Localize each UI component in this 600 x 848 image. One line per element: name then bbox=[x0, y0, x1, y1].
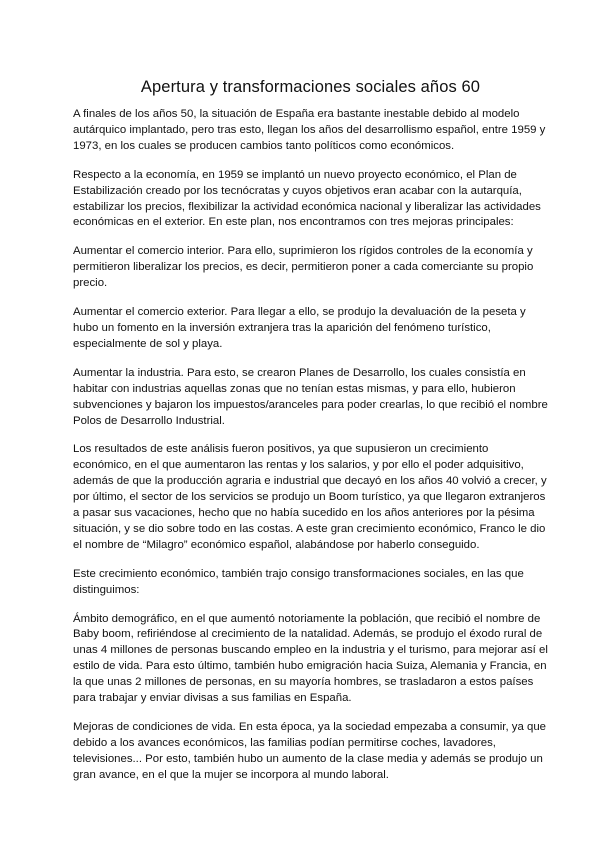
paragraph-intro: A finales de los años 50, la situación de España era bastante inestable debido al modelo autárquico implantado, pero tras esto, llegan los años del desarrollismo español, entre 1959 y 1973, en los cuales se producen cambios tanto políticos como económicos. bbox=[73, 108, 546, 152]
paragraph-comercio-exterior: Aumentar el comercio exterior. Para llegar a ello, se produjo la devaluación de la peseta y hubo un fomento en la inversión extranjera tras la aparición del fenómeno turístico, especialmente de sol y playa. bbox=[73, 306, 526, 350]
paragraph-industria: Aumentar la industria. Para esto, se crearon Planes de Desarrollo, los cuales consistía en habitar con industrias aquellas zonas que no tenían estas mismas, y para ello, hubieron subvenciones y bajaron los impuestos/aranceles para poder crearlas, lo que recibió el nombre Polos de Desarrollo Industrial. bbox=[73, 366, 548, 427]
paragraph-condiciones-vida: Mejoras de condiciones de vida. En esta época, ya la sociedad empezaba a consumir, ya que debido a los avances económicos, las familias podían permitirse coches, lavadores, televisiones... Por esto, también hubo un aumento de la clase media y además se produjo un gran avance, en el que la mujer se incorpora al mundo laboral. bbox=[73, 721, 547, 781]
paragraph-transformaciones: Este crecimiento económico, también trajo consigo transformaciones sociales, en las que distinguimos: bbox=[73, 567, 524, 596]
document-title: Apertura y transformaciones sociales años 60 bbox=[140, 78, 481, 96]
paragraph-plan-estabilizacion: Respecto a la economía, en 1959 se implantó un nuevo proyecto económico, el Plan de Estabilización creado por los tecnócratas y cuyos objetivos eran acabar con la autarquía, estabilizar los precios, flexibilizar la actividad económica nacional y liberalizar las actividades económicas en el exterior. En este plan, nos encontramos con tres mejoras principales: bbox=[73, 168, 541, 229]
paragraph-demografico: Ámbito demográfico, en el que aumentó notoriamente la población, que recibió el nombre de Baby boom, refiriéndose al crecimiento de la natalidad. Además, se produjo el éxodo rural de unas 4 millones de personas buscando empleo en la industria y el turismo, para mejorar así el estilo de vida. Para esto último, también hubo emigración hacia Suiza, Alemania y Francia, en la que unas 2 millones de personas, en su mayoría hombres, se trasladaron a estos países para trabajar y enviar divisas a sus familias en España. bbox=[73, 612, 548, 705]
paragraph-comercio-interior: Aumentar el comercio interior. Para ello, suprimieron los rígidos controles de la economía y permitieron liberalizar los precios, es decir, permitieron poner a cada comerciante su propio precio. bbox=[73, 245, 534, 290]
paragraph-resultados: Los resultados de este análisis fueron positivos, ya que supusieron un crecimiento económico, en el que aumentaron las rentas y los salarios, y por ello el poder adquisitivo, además de que la producción agraria e industrial que decayó en los años 40 volvió a crecer, y por último, el sector de los servicios se produjo un Boom turístico, ya que llegaron extranjeros a pasar sus vacaciones, hecho que no había sucedido en los años anteriores por la pésima situación, y se dio sobre todo en las costas. A este gran crecimiento económico, Franco le dio el nombre de “Milagro” económico español, alabándose por haberlo conseguido. bbox=[73, 443, 547, 551]
